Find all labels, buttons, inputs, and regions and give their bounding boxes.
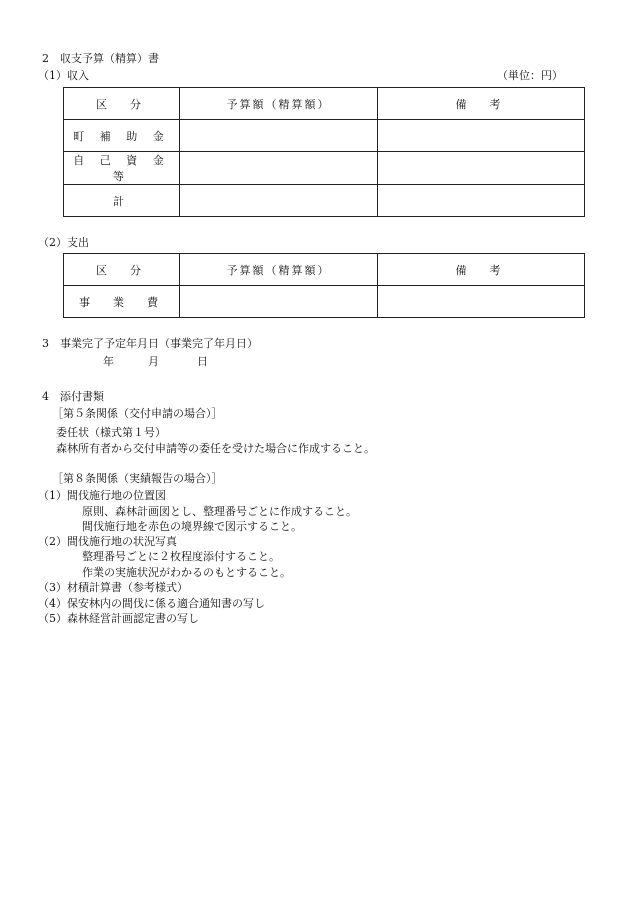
attachment-item-5: （5）森林経営計画認定書の写し xyxy=(38,612,199,625)
article-5-heading: ［第５条関係（交付申請の場合）］ xyxy=(52,407,223,420)
year-label: 年 xyxy=(103,355,114,368)
section-2-heading: 2 収支予算（精算）書 xyxy=(42,52,159,65)
row-remarks-cell xyxy=(378,152,585,185)
expense-label: （2）支出 xyxy=(38,236,89,249)
table-header-row xyxy=(64,254,585,286)
row-category: 計 xyxy=(64,185,180,217)
attachment-item-1-note-1: 原則、森林計画図とし、整理番号ごとに作成すること。 xyxy=(82,505,357,518)
row-category: 町 補 助 金 xyxy=(64,120,180,152)
row-remarks-cell xyxy=(378,185,585,217)
section-3-heading: 3 事業完了予定年月日（事業完了年月日） xyxy=(42,337,258,350)
table-header-row xyxy=(64,88,585,120)
month-label: 月 xyxy=(148,355,159,368)
table-row xyxy=(64,185,585,217)
header-category: 区 分 xyxy=(64,88,180,120)
attachment-item-4: （4）保安林内の間伐に係る適合通知書の写し xyxy=(38,597,265,610)
power-of-attorney-line: 委任状（様式第１号） xyxy=(56,426,166,439)
day-label: 日 xyxy=(197,355,208,368)
attachment-item-2-note-1: 整理番号ごとに２枚程度添付すること。 xyxy=(82,550,280,563)
table-row xyxy=(64,286,585,318)
header-remarks: 備 考 xyxy=(378,88,585,120)
row-budget-cell xyxy=(180,152,378,185)
row-remarks-cell xyxy=(378,120,585,152)
row-budget-cell xyxy=(180,185,378,217)
expense-table xyxy=(63,253,585,318)
table-row xyxy=(64,120,585,152)
income-label: （1）収入 xyxy=(38,69,89,82)
table-row xyxy=(64,152,585,185)
attachment-item-1: （1）間伐施行地の位置図 xyxy=(38,489,166,502)
attachment-item-2: （2）間伐施行地の状況写真 xyxy=(38,535,177,548)
article-8-heading: ［第８条関係（実績報告の場合）］ xyxy=(52,472,223,485)
row-remarks-cell xyxy=(378,286,585,318)
row-category: 自 己 資 金 等 xyxy=(64,152,180,185)
header-budget: 予算額（精算額） xyxy=(180,88,378,120)
income-table xyxy=(63,87,585,217)
unit-label: （単位：円） xyxy=(497,69,563,82)
row-budget-cell xyxy=(180,120,378,152)
attachment-item-2-note-2: 作業の実施状況がわかるのもとすること。 xyxy=(82,566,291,579)
attachment-item-3: （3）材積計算書（参考様式） xyxy=(38,581,188,594)
header-budget: 予算額（精算額） xyxy=(180,254,378,286)
row-category: 事 業 費 xyxy=(64,286,180,318)
section-4-heading: 4 添付書類 xyxy=(42,390,104,403)
header-category: 区 分 xyxy=(64,254,180,286)
header-remarks: 備 考 xyxy=(378,254,585,286)
power-of-attorney-note: 森林所有者から交付申請等の委任を受けた場合に作成すること。 xyxy=(56,442,375,455)
row-budget-cell xyxy=(180,286,378,318)
attachment-item-1-note-2: 間伐施行地を赤色の境界線で図示すること。 xyxy=(82,520,302,533)
